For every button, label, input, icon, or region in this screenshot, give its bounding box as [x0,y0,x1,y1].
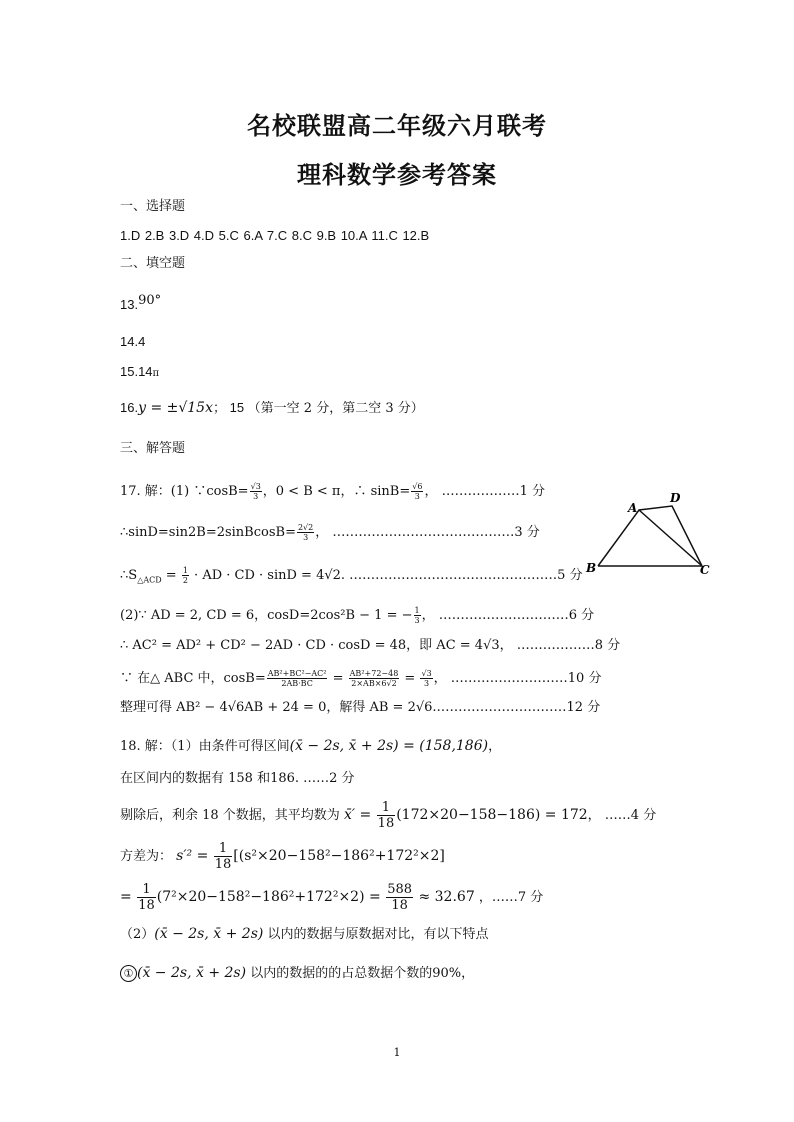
label-c: C [700,563,710,577]
q18-line4: 方差为： s′² = $\frac{1}{18}$ [(s²×20−158²−186²+172²×2] [120,841,445,872]
q17-line5: ∴ AC² = AD² + CD² − 2AD · CD · cosD = 48，即 AC = 4√3， ………………8 分 [120,638,621,653]
section-solutions: 三、解答题 [120,441,186,456]
q17-line3: $\therefore S_{\triangle ACD}$ = $\frac{1}{2}$ · AD · CD · sinD = 4√2. …………………………………………5 分 [120,566,583,585]
circled-number: ① [120,965,137,982]
q18-line6: （2）(x̄ − 2s, x̄ + 2s) 以内的数据与原数据对比，有以下特点 [120,926,489,942]
figure-diagonal [639,510,702,566]
triangle-figure [584,490,714,580]
q17-line6: ∵ 在△ ABC 中，cosB= $\frac{\text{AB²+BC²−AC²}}{2AB\cdot BC}$ = $\frac{\text{AB²+72−48}}{2\times AB\times 6√2}$ = $\frac{√3}{3}$ ， ………………………10 分 [120,669,602,688]
q17-line1: 17. 解：(1) ∵cosB= $\frac{√3}{3}$ ，0 < B < π，∴ sinB= $\frac{√6}{3}$ ， ………………1 分 [120,482,545,501]
fraction: $\frac{√6}{3}$ [412,482,423,501]
fraction: $\frac{588}{18}$ [387,882,413,913]
q18-line7: ① (x̄ − 2s, x̄ + 2s) 以内的数据的的占总数据个数的90%， [120,965,474,982]
figure-outline [598,506,702,566]
section-choice: 一、选择题 [120,199,186,214]
fraction: $\frac{\text{AB²+72−48}}{2\times AB\times 6√2}$ [349,669,399,688]
page-number: 1 [393,1046,401,1059]
q18-line5: = $\frac{1}{18}$ (7²×20−158²−186²+172²×2) = $\frac{588}{18}$ ≈ 32.67 ，……7 分 [120,882,544,913]
q18-line2: 在区间内的数据有 158 和186. ……2 分 [120,771,355,786]
choice-answers: 1.D 2.B 3.D 4.D 5.C 6.A 7.C 8.C 9.B 10.A 11.C 12.B [120,228,430,243]
q17-line7: 整理可得 AB² − 4√6AB + 24 = 0，解得 AB = 2√6.…………………………12 分 [120,700,601,715]
fraction: $\frac{1}{18}$ [377,800,395,831]
fraction: $\frac{√3}{3}$ [421,669,432,688]
fill-15: 15.14π [120,364,160,379]
section-fill: 二、填空题 [120,256,186,271]
fraction: $\frac{\text{AB²+BC²−AC²}}{2AB\cdot BC}$ [267,669,327,688]
page-subtitle: 理科数学参考答案 [297,160,497,189]
q18-line1: 18. 解：（1）由条件可得区间(x̄ − 2s, x̄ + 2s) = (158,186)， [120,738,502,754]
label-d: D [670,491,681,505]
q17-line2: ∴sinD=sin2B=2sinBcosB= $\frac{2√2}{3}$ ， ……………………………………3 分 [120,523,540,542]
label-b: B [586,561,597,575]
fraction: $\frac{1}{3}$ [414,606,420,625]
fraction: $\frac{1}{18}$ [138,882,155,913]
fill-13: 13.90° [120,293,162,312]
q18-line3: 剔除后，利余 18 个数据，其平均数为 x̄′ = $\frac{1}{18}$ (172×20−158−186) = 172， ……4 分 [120,800,657,831]
page-title: 名校联盟高二年级六月联考 [247,111,547,140]
fraction: $\frac{1}{2}$ [182,566,188,585]
label-a: A [628,501,638,515]
fill-16: 16.y = ±√15x； 15 （第一空 2 分，第二空 3 分） [120,400,424,416]
fraction: $\frac{2√2}{3}$ [297,523,314,542]
fill-14: 14.4 [120,334,146,349]
fraction: $\frac{√3}{3}$ [250,482,261,501]
fraction: $\frac{1}{18}$ [214,841,232,872]
q17-line4: (2)∵ AD = 2, CD = 6，cosD=2cos²B − 1 = − $\frac{1}{3}$ ， …………………………6 分 [120,606,595,625]
